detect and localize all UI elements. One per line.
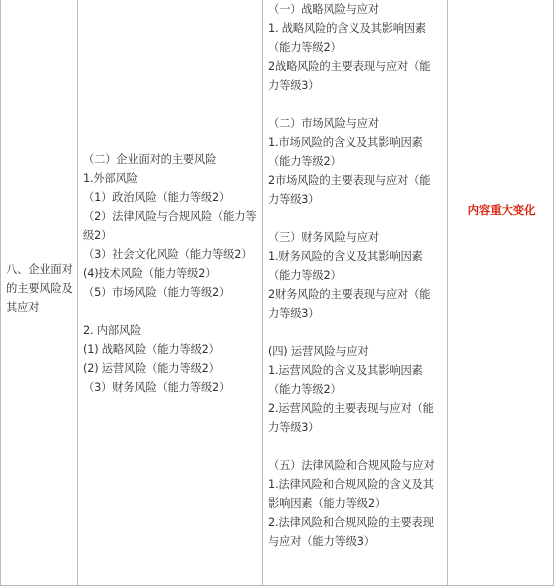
text-line (268, 209, 434, 228)
chapter-text (6, 260, 73, 317)
text-line: (四) 运营风险与应对 (268, 345, 369, 358)
text-line: 力等级3） (268, 193, 320, 206)
text-line: 的主要风险及 (6, 282, 73, 295)
text-line: （能力等级2） (268, 41, 342, 54)
text-line: （能力等级2） (268, 155, 342, 168)
text-line: （5）市场风险（能力等级2） (83, 286, 231, 299)
text-line: （二）市场风险与应对 (268, 117, 379, 130)
text-line: 其应对 (6, 301, 40, 314)
text-line: （五）法律风险和合规风险与应对 (268, 459, 435, 472)
text-line: （3）财务风险（能力等级2） (83, 381, 231, 394)
text-line: (1) 战略风险（能力等级2） (83, 343, 220, 356)
text-line: （1）政治风险（能力等级2） (83, 191, 231, 204)
text-line: 与应对（能力等级3） (268, 535, 375, 548)
text-line: 1. 战略风险的含义及其影响因素 (268, 22, 427, 35)
text-line: 2战略风险的主要表现与应对（能 (268, 60, 431, 73)
text-line: 2市场风险的主要表现与应对（能 (268, 174, 431, 187)
text-line: 力等级3） (268, 307, 320, 320)
text-line: 级2） (83, 229, 113, 242)
text-line: （三）财务风险与应对 (268, 231, 379, 244)
text-line: 影响因素（能力等级2） (268, 497, 386, 510)
text-line: 八、企业面对 (6, 263, 73, 276)
text-line: （3）社会文化风险（能力等级2） (83, 248, 253, 261)
text-line: 2.运营风险的主要表现与应对（能 (268, 402, 434, 415)
text-line: （2）法律风险与合规风险（能力等 (83, 210, 257, 223)
text-line: 1.市场风险的含义及其影响因素 (268, 136, 423, 149)
text-line: (4)技术风险（能力等级2） (83, 267, 217, 280)
text-line: (2) 运营风险（能力等级2） (83, 362, 220, 375)
new-content-text (268, 0, 434, 551)
old-content-cell (77, 0, 263, 586)
text-line (268, 437, 434, 456)
old-content-text (83, 150, 256, 397)
text-line: 力等级3） (268, 79, 320, 92)
new-content-cell (262, 0, 448, 586)
text-line (83, 302, 256, 321)
change-note-cell (447, 0, 554, 586)
text-line: 1.外部风险 (83, 172, 138, 185)
text-line: 2财务风险的主要表现与应对（能 (268, 288, 431, 301)
change-note-text: 内容重大变化 (467, 203, 536, 217)
text-line: 2.法律风险和合规风险的主要表现 (268, 516, 434, 529)
chapter-cell (0, 0, 78, 586)
text-line: （一）战略风险与应对 (268, 3, 379, 16)
text-line: （二）企业面对的主要风险 (83, 153, 217, 166)
text-line (268, 95, 434, 114)
text-line: 力等级3） (268, 421, 320, 434)
text-line: （能力等级2） (268, 383, 342, 396)
text-line: 2. 内部风险 (83, 324, 142, 337)
text-line: 1.财务风险的含义及其影响因素 (268, 250, 423, 263)
text-line (268, 323, 434, 342)
text-line: 1.运营风险的含义及其影响因素 (268, 364, 423, 377)
text-line: 1.法律风险和合规风险的含义及其 (268, 478, 434, 491)
text-line: （能力等级2） (268, 269, 342, 282)
